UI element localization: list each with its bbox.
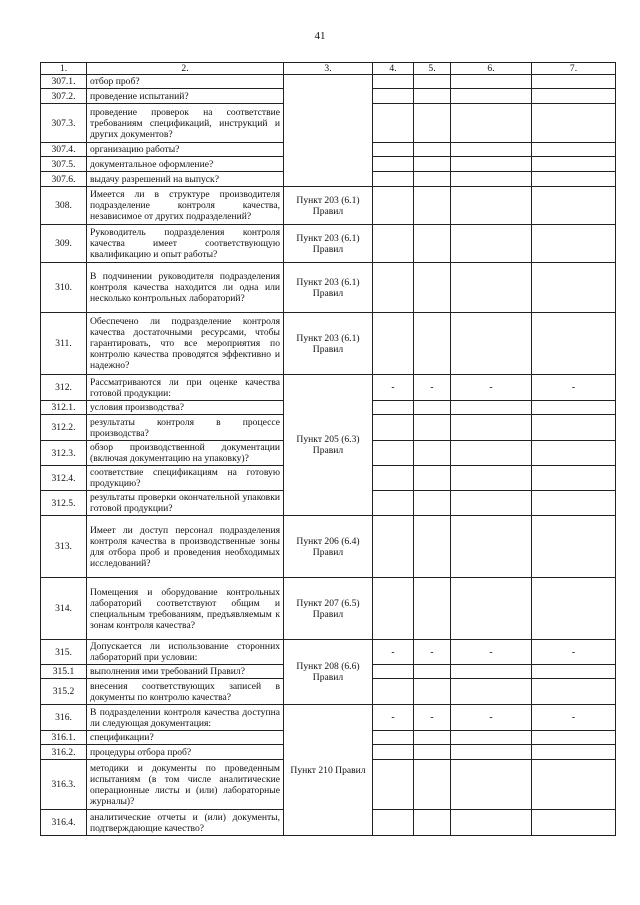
item-number: 316.1. bbox=[41, 731, 87, 745]
answer-cell[interactable] bbox=[414, 679, 451, 705]
question-text: В подчинении руководителя подразделения контроля качества находится ли одна или несколько контрольных лабораторий? bbox=[87, 263, 284, 313]
answer-cell[interactable] bbox=[532, 75, 616, 89]
answer-cell[interactable] bbox=[414, 466, 451, 491]
answer-cell[interactable] bbox=[414, 745, 451, 760]
item-number: 307.4. bbox=[41, 143, 87, 157]
table-row bbox=[41, 705, 616, 731]
table-row bbox=[41, 225, 616, 263]
reference-cell: Пункт 203 (6.1) Правил bbox=[284, 225, 373, 263]
answer-cell[interactable] bbox=[532, 665, 616, 679]
dash-mark: - bbox=[391, 382, 395, 393]
item-number: 312.5. bbox=[41, 491, 87, 516]
answer-cell[interactable] bbox=[414, 172, 451, 187]
answer-cell[interactable] bbox=[451, 466, 532, 491]
answer-cell[interactable] bbox=[532, 415, 616, 441]
answer-cell[interactable] bbox=[373, 705, 414, 731]
answer-cell[interactable] bbox=[414, 143, 451, 157]
answer-cell[interactable] bbox=[451, 75, 532, 89]
answer-cell[interactable] bbox=[373, 491, 414, 516]
item-number: 309. bbox=[41, 225, 87, 263]
answer-cell[interactable] bbox=[373, 415, 414, 441]
question-text: Помещения и оборудование контрольных лабораторий соответствуют общим и специальным требованиям, предъявляемым к зонам контроля качества? bbox=[87, 578, 284, 640]
reference-cell: Пункт 203 (6.1) Правил bbox=[284, 313, 373, 375]
answer-cell[interactable] bbox=[373, 466, 414, 491]
question-text: проведение испытаний? bbox=[87, 89, 284, 104]
answer-cell[interactable] bbox=[451, 810, 532, 836]
question-text: выдачу разрешений на выпуск? bbox=[87, 172, 284, 187]
dash-mark: - bbox=[571, 712, 576, 723]
answer-cell[interactable] bbox=[532, 441, 616, 466]
answer-cell[interactable] bbox=[532, 401, 616, 415]
question-text: Имеется ли в структуре производителя подразделение контроля качества, независимое от других подразделений? bbox=[87, 187, 284, 225]
answer-cell[interactable] bbox=[414, 225, 451, 263]
answer-cell[interactable] bbox=[373, 104, 414, 143]
table-row bbox=[41, 516, 616, 578]
answer-cell[interactable] bbox=[414, 75, 451, 89]
answer-cell[interactable] bbox=[532, 491, 616, 516]
answer-cell[interactable] bbox=[451, 225, 532, 263]
item-number: 312. bbox=[41, 375, 87, 401]
answer-cell[interactable] bbox=[532, 172, 616, 187]
item-number: 316.3. bbox=[41, 760, 87, 810]
dash-mark: - bbox=[391, 646, 395, 658]
table-row bbox=[41, 263, 616, 313]
answer-cell[interactable] bbox=[373, 263, 414, 313]
answer-cell[interactable] bbox=[414, 401, 451, 415]
reference-cell: Пункт 203 (6.1) Правил bbox=[284, 263, 373, 313]
question-text: результаты контроля в процессе производства? bbox=[87, 415, 284, 441]
table-row bbox=[41, 375, 616, 401]
page-number: 41 bbox=[314, 30, 326, 42]
answer-cell[interactable] bbox=[451, 157, 532, 172]
dash-mark: - bbox=[489, 646, 493, 658]
question-text: В подразделении контроля качества доступна ли следующая документация: bbox=[87, 705, 284, 731]
question-text: Рассматриваются ли при оценке качества готовой продукции: bbox=[87, 375, 284, 401]
item-number: 312.4. bbox=[41, 466, 87, 491]
question-text: Обеспечено ли подразделение контроля качества достаточными ресурсами, чтобы гарантировать, что все мероприятия по контролю качества проводятся эффективно и надежно? bbox=[87, 313, 284, 375]
question-text: обзор производственной документации (включая документацию на упаковку)? bbox=[87, 441, 284, 466]
answer-cell[interactable] bbox=[532, 640, 616, 665]
answer-cell[interactable] bbox=[451, 441, 532, 466]
answer-cell[interactable] bbox=[532, 104, 616, 143]
answer-cell[interactable] bbox=[373, 157, 414, 172]
answer-cell[interactable] bbox=[414, 187, 451, 225]
answer-cell[interactable] bbox=[532, 810, 616, 836]
item-number: 316.2. bbox=[41, 745, 87, 760]
item-number: 307.1. bbox=[41, 75, 87, 89]
answer-cell[interactable] bbox=[414, 263, 451, 313]
answer-cell[interactable] bbox=[373, 760, 414, 810]
answer-cell[interactable] bbox=[451, 263, 532, 313]
answer-cell[interactable] bbox=[451, 313, 532, 375]
answer-cell[interactable] bbox=[414, 810, 451, 836]
answer-cell[interactable] bbox=[532, 143, 616, 157]
answer-cell[interactable] bbox=[373, 313, 414, 375]
answer-cell[interactable] bbox=[373, 679, 414, 705]
answer-cell[interactable] bbox=[532, 187, 616, 225]
answer-cell[interactable] bbox=[373, 172, 414, 187]
reference-cell: Пункт 206 (6.4) Правил bbox=[284, 516, 373, 578]
answer-cell[interactable] bbox=[451, 415, 532, 441]
item-number: 316. bbox=[41, 705, 87, 731]
answer-cell[interactable] bbox=[532, 225, 616, 263]
item-number: 312.3. bbox=[41, 441, 87, 466]
answer-cell[interactable] bbox=[373, 75, 414, 89]
table-row bbox=[41, 75, 616, 89]
answer-cell[interactable] bbox=[414, 516, 451, 578]
answer-cell[interactable] bbox=[373, 401, 414, 415]
answer-cell[interactable] bbox=[451, 375, 532, 401]
answer-cell[interactable] bbox=[373, 225, 414, 263]
item-number: 307.6. bbox=[41, 172, 87, 187]
answer-cell[interactable] bbox=[532, 375, 616, 401]
table-row bbox=[41, 187, 616, 225]
answer-cell[interactable] bbox=[414, 441, 451, 466]
answer-cell[interactable] bbox=[532, 157, 616, 172]
answer-cell[interactable] bbox=[414, 760, 451, 810]
checklist-table bbox=[40, 62, 616, 836]
answer-cell[interactable] bbox=[414, 104, 451, 143]
answer-cell[interactable] bbox=[414, 313, 451, 375]
table-row bbox=[41, 640, 616, 665]
answer-cell[interactable] bbox=[373, 578, 414, 640]
question-text: процедуры отбора проб? bbox=[87, 745, 284, 760]
dash-mark: - bbox=[391, 712, 395, 723]
dash-mark: - bbox=[489, 382, 493, 393]
item-number: 312.1. bbox=[41, 401, 87, 415]
question-text: отбор проб? bbox=[87, 75, 284, 89]
answer-cell[interactable] bbox=[373, 375, 414, 401]
answer-cell[interactable] bbox=[451, 640, 532, 665]
answer-cell[interactable] bbox=[532, 760, 616, 810]
question-text: проведение проверок на соответствие требованиям спецификаций, инструкций и других документов? bbox=[87, 104, 284, 143]
answer-cell[interactable] bbox=[532, 745, 616, 760]
header-cell: 1. bbox=[41, 63, 87, 75]
answer-cell[interactable] bbox=[414, 640, 451, 665]
item-number: 313. bbox=[41, 516, 87, 578]
answer-cell[interactable] bbox=[373, 810, 414, 836]
item-number: 314. bbox=[41, 578, 87, 640]
question-text: Руководитель подразделения контроля качества имеет соответствующую квалификацию и опыт работы? bbox=[87, 225, 284, 263]
answer-cell[interactable] bbox=[373, 665, 414, 679]
answer-cell[interactable] bbox=[373, 516, 414, 578]
question-text: документальное оформление? bbox=[87, 157, 284, 172]
dash-mark: - bbox=[571, 382, 576, 393]
item-number: 315.2 bbox=[41, 679, 87, 705]
question-text: внесения соответствующих записей в документы по контролю качества? bbox=[87, 679, 284, 705]
dash-mark: - bbox=[571, 646, 576, 658]
answer-cell[interactable] bbox=[373, 89, 414, 104]
answer-cell[interactable] bbox=[451, 491, 532, 516]
answer-cell[interactable] bbox=[451, 745, 532, 760]
answer-cell[interactable] bbox=[373, 143, 414, 157]
reference-cell bbox=[284, 75, 373, 187]
table-row bbox=[41, 578, 616, 640]
header-cell: 3. bbox=[284, 63, 373, 75]
item-number: 307.3. bbox=[41, 104, 87, 143]
answer-cell[interactable] bbox=[451, 89, 532, 104]
answer-cell[interactable] bbox=[532, 89, 616, 104]
dash-mark: - bbox=[489, 712, 493, 723]
header-cell: 6. bbox=[451, 63, 532, 75]
header-cell: 7. bbox=[532, 63, 616, 75]
answer-cell[interactable] bbox=[414, 705, 451, 731]
header-row bbox=[41, 63, 616, 75]
answer-cell[interactable] bbox=[414, 578, 451, 640]
answer-cell[interactable] bbox=[532, 679, 616, 705]
answer-cell[interactable] bbox=[451, 731, 532, 745]
answer-cell[interactable] bbox=[451, 516, 532, 578]
item-number: 308. bbox=[41, 187, 87, 225]
answer-cell[interactable] bbox=[532, 466, 616, 491]
answer-cell[interactable] bbox=[414, 731, 451, 745]
header-cell: 2. bbox=[87, 63, 284, 75]
answer-cell[interactable] bbox=[532, 263, 616, 313]
question-text: спецификации? bbox=[87, 731, 284, 745]
answer-cell[interactable] bbox=[451, 760, 532, 810]
question-text: соответствие спецификациям на готовую продукцию? bbox=[87, 466, 284, 491]
header-cell: 5. bbox=[414, 63, 451, 75]
answer-cell[interactable] bbox=[414, 375, 451, 401]
answer-cell[interactable] bbox=[414, 491, 451, 516]
item-number: 307.2. bbox=[41, 89, 87, 104]
answer-cell[interactable] bbox=[451, 665, 532, 679]
item-number: 307.5. bbox=[41, 157, 87, 172]
item-number: 315. bbox=[41, 640, 87, 665]
answer-cell[interactable] bbox=[451, 172, 532, 187]
answer-cell[interactable] bbox=[451, 143, 532, 157]
header-cell: 4. bbox=[373, 63, 414, 75]
answer-cell[interactable] bbox=[373, 731, 414, 745]
question-text: организацию работы? bbox=[87, 143, 284, 157]
dash-mark: - bbox=[430, 382, 434, 393]
answer-cell[interactable] bbox=[451, 187, 532, 225]
question-text: условия производства? bbox=[87, 401, 284, 415]
question-text: результаты проверки окончательной упаковки готовой продукции? bbox=[87, 491, 284, 516]
question-text: методики и документы по проведенным испытаниям (в том числе аналитические операционные листы и (или) лабораторные журналы)? bbox=[87, 760, 284, 810]
answer-cell[interactable] bbox=[532, 313, 616, 375]
dash-mark: - bbox=[430, 712, 434, 723]
reference-cell: Пункт 208 (6.6) Правил bbox=[284, 640, 373, 705]
answer-cell[interactable] bbox=[532, 516, 616, 578]
answer-cell[interactable] bbox=[414, 157, 451, 172]
question-text: аналитические отчеты и (или) документы, подтверждающие качество? bbox=[87, 810, 284, 836]
answer-cell[interactable] bbox=[451, 104, 532, 143]
question-text: выполнения ими требований Правил? bbox=[87, 665, 284, 679]
reference-cell: Пункт 210 Правил bbox=[284, 705, 373, 836]
item-number: 315.1 bbox=[41, 665, 87, 679]
answer-cell[interactable] bbox=[532, 578, 616, 640]
answer-cell[interactable] bbox=[373, 441, 414, 466]
reference-cell: Пункт 207 (6.5) Правил bbox=[284, 578, 373, 640]
answer-cell[interactable] bbox=[414, 89, 451, 104]
answer-cell[interactable] bbox=[414, 415, 451, 441]
answer-cell[interactable] bbox=[373, 640, 414, 665]
reference-cell: Пункт 205 (6.3) Правил bbox=[284, 375, 373, 516]
question-text: Допускается ли использование сторонних лабораторий при условии: bbox=[87, 640, 284, 665]
item-number: 312.2. bbox=[41, 415, 87, 441]
dash-mark: - bbox=[430, 646, 434, 658]
item-number: 316.4. bbox=[41, 810, 87, 836]
question-text: Имеет ли доступ персонал подразделения контроля качества в производственные зоны для отбора проб и проведения необходимых исследований? bbox=[87, 516, 284, 578]
answer-cell[interactable] bbox=[451, 401, 532, 415]
answer-cell[interactable] bbox=[532, 705, 616, 731]
item-number: 311. bbox=[41, 313, 87, 375]
item-number: 310. bbox=[41, 263, 87, 313]
answer-cell[interactable] bbox=[451, 578, 532, 640]
answer-cell[interactable] bbox=[373, 187, 414, 225]
answer-cell[interactable] bbox=[373, 745, 414, 760]
answer-cell[interactable] bbox=[451, 705, 532, 731]
table-row bbox=[41, 313, 616, 375]
answer-cell[interactable] bbox=[414, 665, 451, 679]
answer-cell[interactable] bbox=[532, 731, 616, 745]
reference-cell: Пункт 203 (6.1) Правил bbox=[284, 187, 373, 225]
answer-cell[interactable] bbox=[451, 679, 532, 705]
